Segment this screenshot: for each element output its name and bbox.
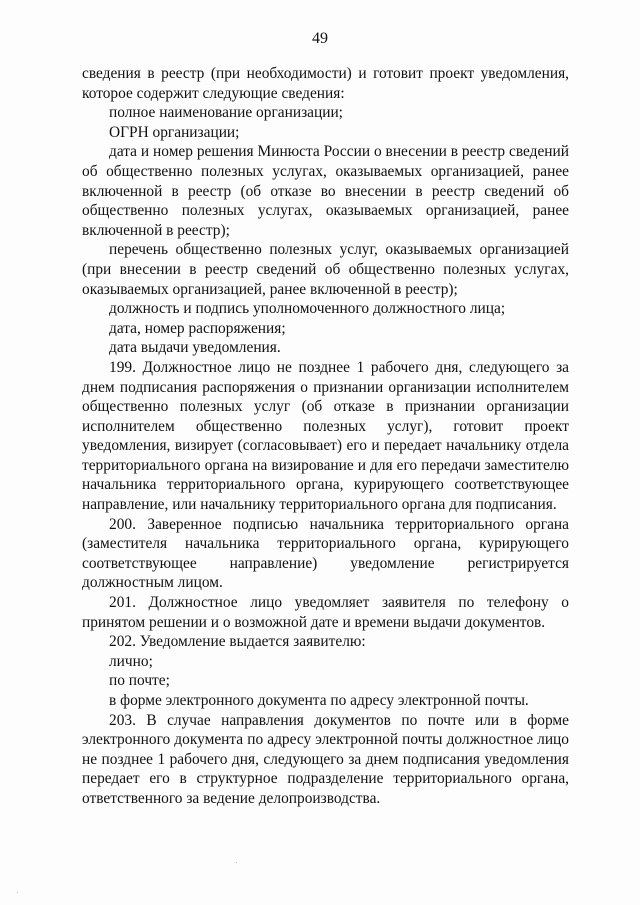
paragraph-intro-continuation: сведения в реестр (при необходимости) и готовит проект уведомления, которое содержит следующие сведения: — [82, 65, 569, 102]
list-item-decision-date: дата и номер решения Минюста России о внесении в реестр сведений об общественно полезных услугах, оказываемых организацией, ранее включенной в реестр (об отказе во внесении в реестр сведений об общественно полезных услугах, оказываемых организацией, ранее включенной в реестр); — [82, 143, 569, 239]
page-number: 49 — [312, 30, 328, 47]
list-item-official-signature: должность и подпись уполномоченного должностного лица; — [109, 300, 506, 318]
body-text — [82, 64, 569, 809]
paragraph-203: 203. В случае направления документов по почте или в форме электронного документа по адресу электронной почты должностное лицо не позднее 1 рабочего дня, следующего за днем подписания уведомления передает его в структурное подразделение территориального органа, ответственного за ведение делопроизводства. — [82, 711, 569, 807]
paragraph-201: 201. Должностное лицо уведомляет заявителя по телефону о принятом решении и о возможной дате и времени выдачи документов. — [82, 594, 569, 631]
list-item-in-person: лично; — [109, 652, 153, 670]
paragraph-200: 200. Заверенное подписью начальника территориального органа (заместителя начальника территориального органа, курирующего соответствующее направление) уведомление регистрируется должностным лицом. — [82, 515, 569, 592]
scan-speck — [17, 892, 18, 893]
paragraph-199: 199. Должностное лицо не позднее 1 рабочего дня, следующего за днем подписания распоряжения о признании организации исполнителем общественно полезных услуг (об отказе в признании организации исполнителем общественно полезных услуг), готовит проект уведомления, визирует (согласовывает) его и передает начальнику отдела территориального органа на визирование и для его передачи заместителю начальника территориального органа, курирующего соответствующее направление, или начальнику территориального органа для подписания. — [82, 358, 569, 514]
list-item-ogrn: ОГРН организации; — [109, 123, 240, 141]
paragraph-202: 202. Уведомление выдается заявителю: — [109, 633, 366, 651]
list-item-order-date: дата, номер распоряжения; — [109, 319, 286, 337]
list-item-services-list: перечень общественно полезных услуг, оказываемых организацией (при внесении в реестр сведений об общественно полезных услугах, оказываемых организацией, ранее включенной в реестр); — [82, 241, 569, 298]
list-item-by-email: в форме электронного документа по адресу электронной почты. — [109, 692, 529, 709]
list-item-by-post: по почте; — [109, 672, 170, 690]
list-item-issue-date: дата выдачи уведомления. — [109, 339, 281, 357]
scan-speck — [236, 862, 237, 863]
list-item-full-name: полное наименование организации; — [109, 104, 343, 122]
